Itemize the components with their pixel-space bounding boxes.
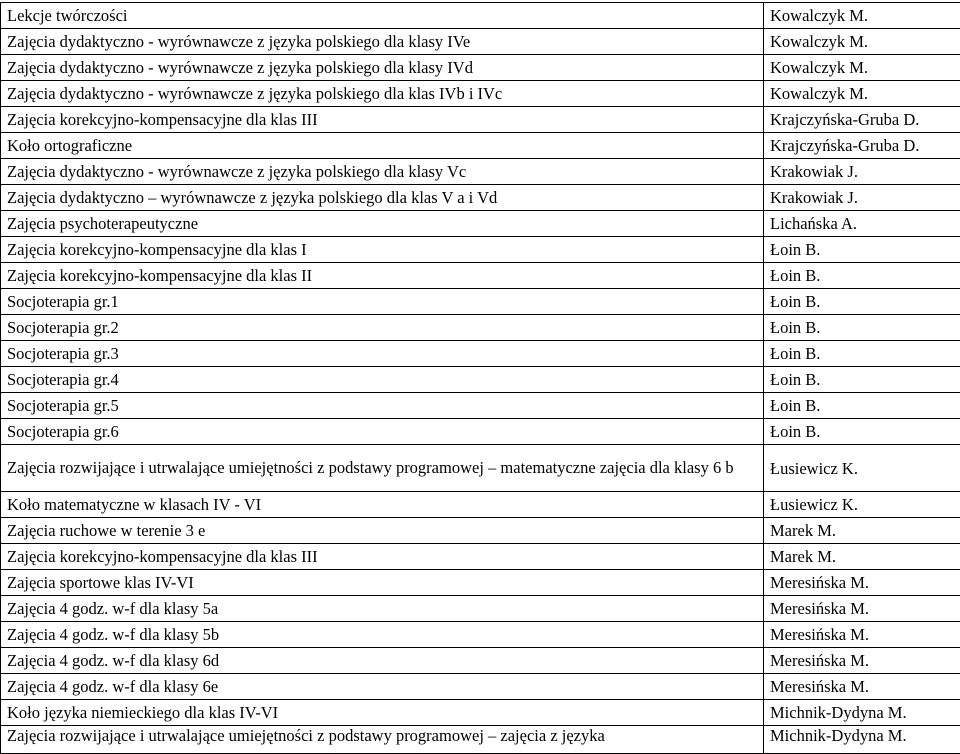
table-row (1, 726, 960, 754)
table-row (1, 107, 960, 133)
subject-cell: Zajęcia dydaktyczno - wyrównawcze z języka polskiego dla klas IVb i IVc (1, 81, 764, 107)
table-row (1, 159, 960, 185)
teacher-cell: Michnik-Dydyna M. (764, 700, 960, 726)
table-row (1, 237, 960, 263)
teacher-cell: Meresińska M. (764, 648, 960, 674)
activities-table (0, 2, 960, 754)
subject-cell: Zajęcia dydaktyczno - wyrównawcze z języka polskiego dla klasy IVe (1, 29, 764, 55)
table-row (1, 492, 960, 518)
subject-cell: Zajęcia 4 godz. w-f dla klasy 5b (1, 622, 764, 648)
table-row (1, 263, 960, 289)
subject-cell: Zajęcia 4 godz. w-f dla klasy 6d (1, 648, 764, 674)
teacher-cell: Łusiewicz K. (764, 445, 960, 492)
teacher-cell: Łoin B. (764, 237, 960, 263)
teacher-cell: Meresińska M. (764, 570, 960, 596)
subject-cell: Socjoterapia gr.4 (1, 367, 764, 393)
teacher-cell: Kowalczyk M. (764, 55, 960, 81)
subject-cell: Socjoterapia gr.6 (1, 419, 764, 445)
subject-cell: Zajęcia 4 godz. w-f dla klasy 6e (1, 674, 764, 700)
subject-cell: Zajęcia korekcyjno-kompensacyjne dla klas III (1, 544, 764, 570)
teacher-cell: Meresińska M. (764, 622, 960, 648)
table-row (1, 445, 960, 492)
teacher-cell: Meresińska M. (764, 596, 960, 622)
subject-cell: Socjoterapia gr.5 (1, 393, 764, 419)
subject-cell: Zajęcia dydaktyczno – wyrównawcze z języka polskiego dla klas V a i Vd (1, 185, 764, 211)
subject-cell: Socjoterapia gr.1 (1, 289, 764, 315)
subject-cell: Zajęcia korekcyjno-kompensacyjne dla klas III (1, 107, 764, 133)
teacher-cell: Meresińska M. (764, 674, 960, 700)
subject-cell: Socjoterapia gr.3 (1, 341, 764, 367)
subject-cell: Zajęcia korekcyjno-kompensacyjne dla klas II (1, 263, 764, 289)
teacher-cell: Łoin B. (764, 263, 960, 289)
teacher-cell: Krajczyńska-Gruba D. (764, 107, 960, 133)
teacher-cell: Kowalczyk M. (764, 3, 960, 29)
teacher-cell: Łoin B. (764, 341, 960, 367)
subject-cell: Zajęcia rozwijające i utrwalające umiejętności z podstawy programowej – matematyczne zajęcia dla klasy 6 b (1, 445, 764, 492)
teacher-cell: Marek M. (764, 518, 960, 544)
table-row (1, 185, 960, 211)
teacher-cell: Kowalczyk M. (764, 81, 960, 107)
table-row (1, 622, 960, 648)
subject-cell: Zajęcia dydaktyczno - wyrównawcze z języka polskiego dla klasy IVd (1, 55, 764, 81)
teacher-cell: Łoin B. (764, 393, 960, 419)
table-row (1, 596, 960, 622)
teacher-cell: Łoin B. (764, 315, 960, 341)
table-row (1, 419, 960, 445)
table-row (1, 289, 960, 315)
table-row (1, 518, 960, 544)
subject-cell: Lekcje twórczości (1, 3, 764, 29)
subject-cell: Zajęcia dydaktyczno - wyrównawcze z języka polskiego dla klasy Vc (1, 159, 764, 185)
teacher-cell: Łusiewicz K. (764, 492, 960, 518)
table-row (1, 570, 960, 596)
subject-cell: Zajęcia rozwijające i utrwalające umiejętności z podstawy programowej – zajęcia z języka (1, 726, 764, 754)
table-row (1, 367, 960, 393)
teacher-cell: Łoin B. (764, 419, 960, 445)
subject-cell: Zajęcia 4 godz. w-f dla klasy 5a (1, 596, 764, 622)
table-row (1, 211, 960, 237)
table-row (1, 393, 960, 419)
table-row (1, 315, 960, 341)
teacher-cell: Krakowiak J. (764, 185, 960, 211)
teacher-cell: Lichańska A. (764, 211, 960, 237)
table-row (1, 648, 960, 674)
table-row (1, 341, 960, 367)
teacher-cell: Michnik-Dydyna M. (764, 726, 960, 754)
teacher-cell: Krajczyńska-Gruba D. (764, 133, 960, 159)
table-row (1, 544, 960, 570)
table-row (1, 133, 960, 159)
subject-cell: Koło matematyczne w klasach IV - VI (1, 492, 764, 518)
subject-cell: Koło ortograficzne (1, 133, 764, 159)
teacher-cell: Krakowiak J. (764, 159, 960, 185)
table-row (1, 55, 960, 81)
subject-cell: Zajęcia psychoterapeutyczne (1, 211, 764, 237)
teacher-cell: Łoin B. (764, 289, 960, 315)
subject-cell: Socjoterapia gr.2 (1, 315, 764, 341)
teacher-cell: Kowalczyk M. (764, 29, 960, 55)
subject-cell: Zajęcia korekcyjno-kompensacyjne dla klas I (1, 237, 764, 263)
teacher-cell: Marek M. (764, 544, 960, 570)
table-row (1, 700, 960, 726)
subject-cell: Koło języka niemieckiego dla klas IV-VI (1, 700, 764, 726)
teacher-cell: Łoin B. (764, 367, 960, 393)
table-row (1, 81, 960, 107)
table-row (1, 674, 960, 700)
subject-cell: Zajęcia sportowe klas IV-VI (1, 570, 764, 596)
subject-cell: Zajęcia ruchowe w terenie 3 e (1, 518, 764, 544)
table-row (1, 3, 960, 29)
table-row (1, 29, 960, 55)
